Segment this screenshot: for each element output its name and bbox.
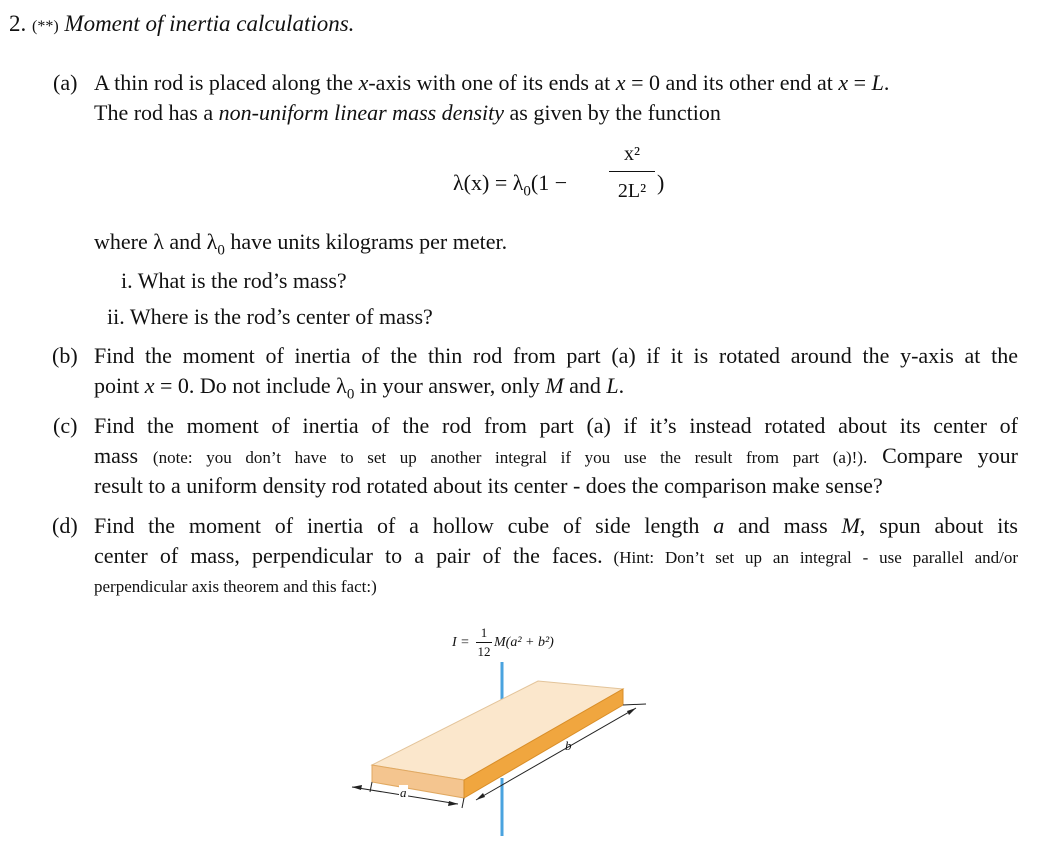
part-c-label: (c) (53, 413, 78, 438)
part-b-line-1: Find the moment of inertia of the thin rod from part (a) if it is rotated around the y-axis at the (94, 343, 1018, 368)
figure-formula-denominator: 12 (477, 644, 491, 659)
dimension-tick-a-right (462, 798, 464, 808)
question-i: i. What is the rod’s mass? (121, 268, 347, 293)
dimension-label-b: b (565, 738, 572, 753)
figure-formula-numerator: 1 (480, 625, 488, 640)
units-line: where λ and $\lambda_0$ have units kilograms per meter. (94, 229, 508, 259)
dimension-arrow-b-left (476, 793, 485, 800)
part-d-line-3: perpendicular axis theorem and this fact:) (94, 577, 377, 596)
part-d-label: (d) (52, 513, 78, 538)
part-a-label: (a) (53, 70, 78, 95)
part-c-line-3: result to a uniform density rod rotated about its center - does the comparison make sense? (94, 473, 883, 498)
part-d-line-2: center of mass, perpendicular to a pair of the faces. (Hint: Don’t set up an integral - use parallel and/or (94, 543, 1019, 568)
density-formula-close: ) (657, 170, 665, 195)
dimension-arrow-a-left (352, 785, 362, 790)
density-formula-denominator: 2L² (617, 180, 647, 202)
part-d-line-1: Find the moment of inertia of a hollow cube of side length a and mass M, spun about its (94, 513, 1018, 538)
difficulty-marker: (**) (32, 18, 59, 35)
part-b-label: (b) (52, 343, 78, 368)
problem-title: Moment of inertia calculations. (64, 11, 355, 36)
dimension-arrow-a-right (448, 801, 458, 806)
density-formula-lhs: $\lambda(x) = \lambda_0(1$ − (453, 170, 568, 200)
problem-number: 2. (9, 11, 27, 36)
figure-formula-rest: M(a² + b²) (494, 635, 554, 650)
density-formula-numerator: x² (624, 143, 640, 165)
dimension-label-a: a (400, 785, 407, 800)
question-ii: ii. Where is the rod’s center of mass? (107, 304, 433, 329)
figure-formula-I: I = (452, 635, 470, 650)
part-c-line-2: mass (note: you don’t have to set up another integral if you use the result from part (a)!). Compare your (94, 443, 1018, 468)
dimension-tick-b (623, 704, 646, 705)
part-c-line-1: Find the moment of inertia of the rod from part (a) if it’s instead rotated about its center of (94, 413, 1018, 438)
part-a-line-1: A thin rod is placed along the x-axis with one of its ends at x = 0 and its other end at x = L. (94, 70, 890, 95)
part-b-line-2: point x = 0. Do not include $\lambda_0$ in your answer, only M and L. (94, 373, 625, 403)
dimension-arrow-b-right (627, 708, 636, 715)
part-a-line-2: The rod has a non-uniform linear mass density as given by the function (94, 100, 721, 125)
